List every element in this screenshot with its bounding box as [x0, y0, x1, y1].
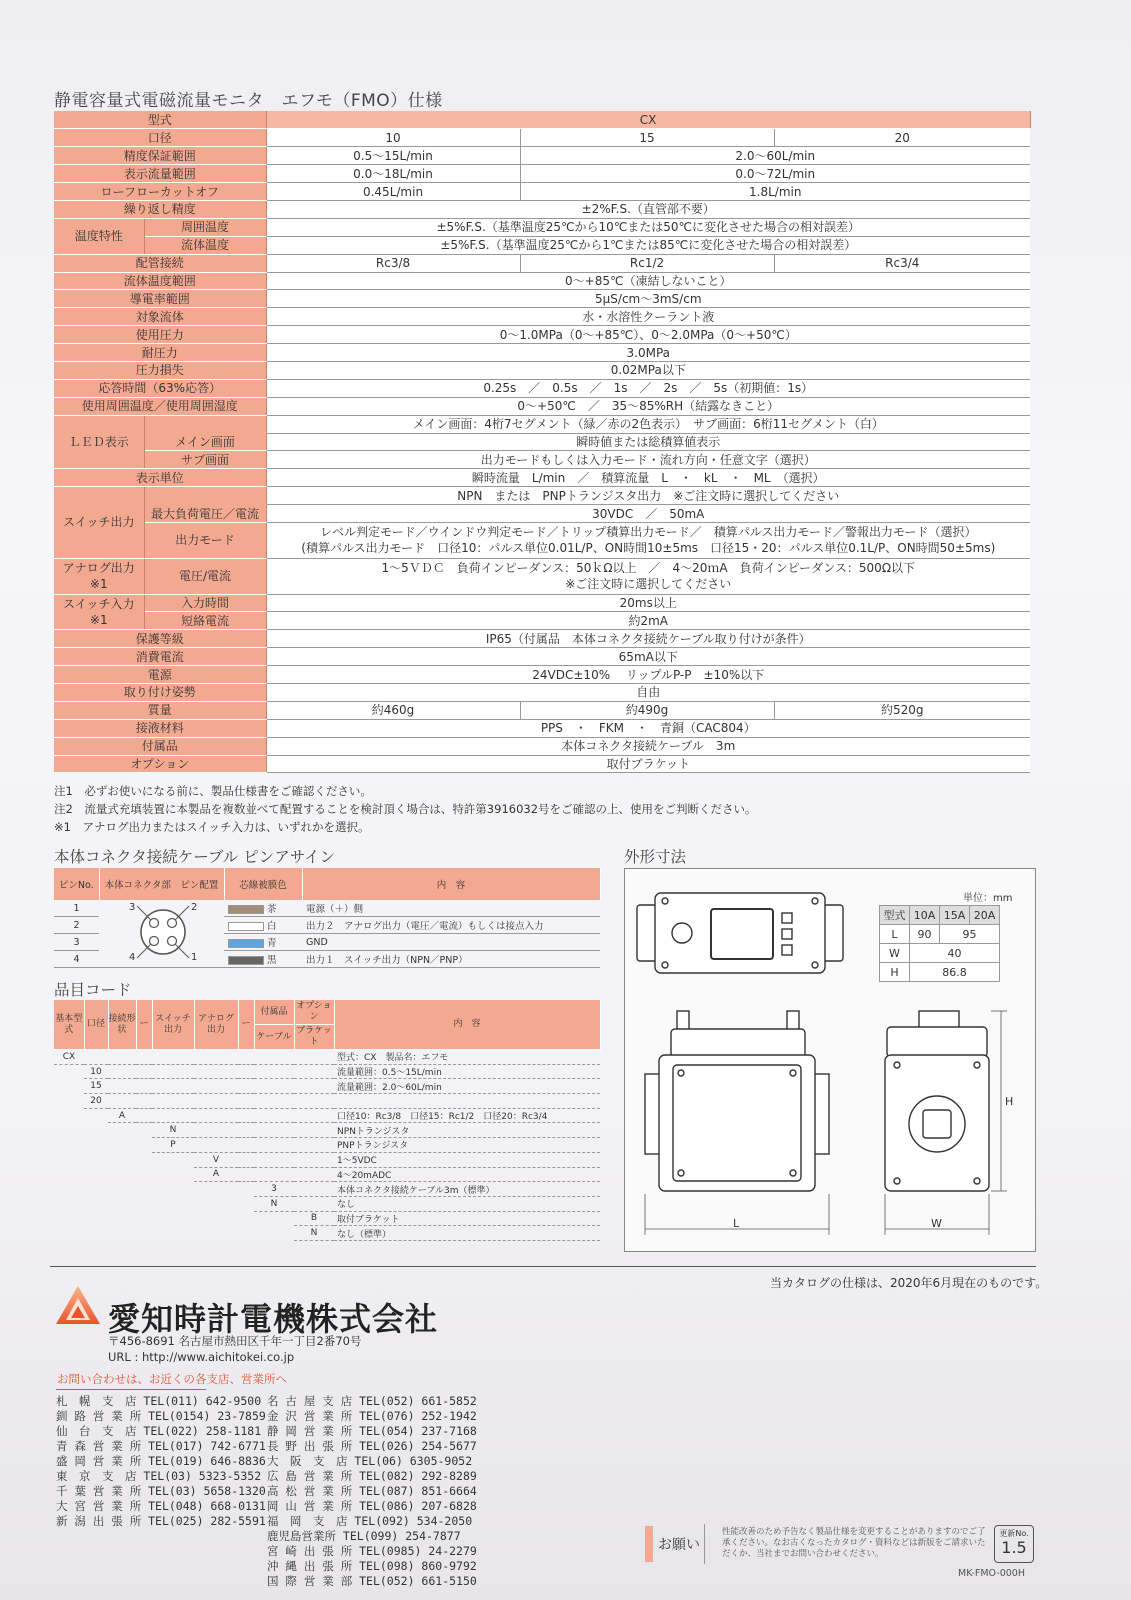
spec-row-target: 対象流体 水・水溶性クーラント液: [54, 308, 1030, 326]
code-value: 10: [84, 1064, 108, 1079]
footer-divider: [50, 1266, 1036, 1267]
catalog-note: 当カタログの仕様は、2020年6月現在のものです。: [770, 1276, 1048, 1290]
branch-entry: 広 島 営 業 所 TEL(082) 292-8289: [267, 1469, 477, 1483]
dim-label-L: L: [733, 1217, 740, 1230]
dim-unit: 単位：mm: [963, 893, 1013, 904]
spec-row-led-main: メイン画面 瞬時値または総積算値表示: [54, 433, 1030, 451]
company-name: 愛知時計電機株式会社: [108, 1300, 439, 1338]
pin-number-label: 3: [129, 902, 136, 913]
company-logo-icon: [54, 1284, 102, 1326]
code-value: A: [108, 1108, 136, 1123]
dim-label-H: H: [1005, 1095, 1014, 1108]
spec-row-protect: 保護等級 IP65（付属品 本体コネクタ接続ケーブル取り付けが条件）: [54, 630, 1030, 648]
wire-color-swatch: [228, 956, 264, 965]
dim-table: 型式 10A 15A 20A L 90 95 W 40 H 86.8: [879, 905, 1000, 982]
code-row: [54, 1050, 600, 1065]
spec-row-conduct: 導電率範囲 5μS/cm～3mS/cm: [54, 290, 1030, 308]
spec-row-response: 応答時間（63%応答） 0.25s ／ 0.5s ／ 1s ／ 2s ／ 5s（初期値：1s）: [54, 379, 1030, 397]
spec-row-swin-time: スイッチ入力 ※1 入力時間 20ms以上: [54, 594, 1030, 612]
code-value: A: [194, 1167, 238, 1182]
spec-row-swin-short: 短絡電流 約2mA: [54, 612, 1030, 630]
pin-heading: 本体コネクタ接続ケーブル ピンアサイン: [54, 848, 336, 866]
pin-row: 2 白 出力２ アナログ出力（電圧／電流）もしくは接点入力: [54, 917, 600, 934]
branch-entry: 釧 路 営 業 所 TEL(0154) 23-7859: [56, 1409, 266, 1423]
code-value: V: [194, 1152, 238, 1167]
spec-table: [54, 111, 1031, 773]
code-row: [54, 1152, 600, 1167]
code-value: CX: [54, 1050, 84, 1065]
spec-row-withstand: 耐圧力 3.0MPa: [54, 344, 1030, 362]
branch-entry: 千 葉 営 業 所 TEL(03) 5658-1320: [56, 1484, 266, 1498]
spec-row-temp-ambient: 温度特性 周囲温度 ±5%F.S.（基準温度25℃から10℃または50℃に変化させた場合の相対誤差）: [54, 218, 1030, 236]
code-row: [54, 1079, 600, 1094]
code-value: 3: [254, 1182, 294, 1197]
branch-entry: 岡 山 営 業 所 TEL(086) 207-6828: [267, 1499, 477, 1513]
spec-row-wetted: 接液材料 PPS ・ FKM ・ 青銅（CAC804）: [54, 719, 1030, 737]
code-content: 型式：CX 製品名：エフモ: [334, 1050, 600, 1065]
code-value: P: [152, 1138, 194, 1153]
branch-entry: 鹿児島営業所 TEL(099) 254-7877: [267, 1529, 461, 1543]
connector-pin-diagram: [99, 900, 224, 968]
spec-row-analog: アナログ出力 ※1 電圧/電流 1～5ＶＤＣ 負荷インピーダンス：50ｋΩ以上 ／ 4～20ｍA 負荷インピーダンス：500Ω以下 ※ご注文時に選択してください: [54, 558, 1030, 594]
spec-row-pipe: 配管接続 Rc3/8 Rc1/2 Rc3/4: [54, 254, 1030, 272]
branch-entry: 大 宮 営 業 所 TEL(048) 668-0131: [56, 1499, 266, 1513]
spec-row-repeat: 繰り返し精度 ±2%F.S.（直管部不要）: [54, 200, 1030, 218]
spec-row-mount: 取り付け姿勢 自由: [54, 684, 1030, 702]
wire-color-swatch: [228, 939, 264, 948]
code-content: 4～20mADC: [334, 1167, 600, 1182]
code-table: 基本型式 口径 接続形状 ー スイッチ出力 アナログ出力 ー 付属品 オプション 内 容 ケーブル ブラケット CX 型式：CX 製品名：エフモ 10 流量範囲：0.5～15L/min 15 流量範囲：2.0～60L/min 20 A 口径10：Rc3/8 口径15：Rc1/2 口径20：Rc3/4 N NPNトランジスタ P PNPトランジスタ V 1～5VDC A 4～20mADC 3 本体コネクタ接続ケーブル3m（標準） N なし B 取付ブラケット N なし（標準）: [54, 1000, 601, 1241]
branch-entry: 大 阪 支 店 TEL(06) 6305-9052: [267, 1454, 473, 1468]
branch-entry: 沖 縄 出 張 所 TEL(098) 860-9792: [267, 1559, 477, 1573]
spec-row-outmode: 出力モード レベル判定モード／ウインドウ判定モード／トリップ積算出力モード／ 積算パルス出力モード／警報出力モード（選択） (積算パルス出力モード 口径10：パルス単位0.01L/P、ON時間10±5ms 口径15・20：パルス単位0.1L/P、ON時間50±5ms): [54, 522, 1030, 558]
code-content: NPNトランジスタ: [334, 1123, 600, 1138]
code-content: 流量範囲：2.0～60L/min: [334, 1079, 600, 1094]
spec-row-env: 使用周囲温度／使用周囲湿度 0～+50℃ ／ 35～85%RH（結露なきこと）: [54, 397, 1030, 415]
spec-row-loss: 圧力損失 0.02MPa以下: [54, 361, 1030, 379]
dim-label-W: W: [931, 1217, 942, 1230]
device-outline-drawing: [625, 869, 1035, 1251]
code-content: 本体コネクタ接続ケーブル3m（標準）: [334, 1182, 600, 1197]
code-content: 1～5VDC: [334, 1152, 600, 1167]
branch-entry: 仙 台 支 店 TEL(022) 258-1181: [56, 1424, 262, 1438]
code-content: なし: [334, 1196, 600, 1211]
branch-entry: 金 沢 営 業 所 TEL(076) 252-1942: [267, 1409, 477, 1423]
spec-row-display-flow: 表示流量範囲 0.0～18L/min 0.0～72L/min: [54, 165, 1030, 183]
pin-row: 3 青 GND: [54, 934, 600, 951]
branch-entry: 青 森 営 業 所 TEL(017) 742-6771: [56, 1439, 266, 1453]
branch-entry: 長 野 出 張 所 TEL(026) 254-5677: [267, 1439, 477, 1453]
code-row: [54, 1064, 600, 1079]
inquiry-text: お問い合わせは、お近くの各支店、営業所へ: [57, 1372, 287, 1386]
notes: 注1 必ずお使いになる前に、製品仕様書をご確認ください。 注2 流量式充填装置に本製品を複数並べて配置することを検討頂く場合は、特許第3916032号をご確認の上、使用をご判断ください。 ※1 アナログ出力またはスイッチ入力は、いずれかを選択。: [54, 784, 757, 834]
code-content: [334, 1094, 600, 1109]
spec-row-lowflow: ローフローカットオフ 0.45L/min 1.8L/min: [54, 183, 1030, 201]
code-row: [54, 1123, 600, 1138]
pin-table: ピンNo. 本体コネクタ部 ピン配置 芯線被膜色 内 容 1 3 2 4 1 茶 電源（＋）側 2 白 出力２ アナログ出力（電圧／電流）もしくは接点入力 3 青 GND 4 黒 出力１ スイッチ出力（NPN／PNP）: [54, 868, 601, 968]
code-value: N: [254, 1196, 294, 1211]
spec-row-accuracy: 精度保証範囲 0.5～15L/min 2.0～60L/min: [54, 147, 1030, 165]
spec-row-unit: 表示単位 瞬時流量 L/min ／ 積算流量 L ・ kL ・ ML （選択）: [54, 469, 1030, 487]
branch-entry: 札 幌 支 店 TEL(011) 642-9500: [56, 1394, 262, 1408]
pin-row: 1 3 2 4 1 茶 電源（＋）側: [54, 900, 600, 917]
spec-row-temp-fluid: 流体温度 ±5%F.S.（基準温度25℃から1℃または85℃に変化させた場合の相対誤差）: [54, 236, 1030, 254]
spec-row-opt: オプション 取付ブラケット: [54, 755, 1030, 773]
code-value: 20: [84, 1094, 108, 1109]
spec-row-pressure: 使用圧力 0～1.0MPa（0～+85℃）、0～2.0MPa（0～+50℃）: [54, 326, 1030, 344]
doc-code: MK-FMO-000H: [958, 1568, 1025, 1579]
dim-heading: 外形寸法: [624, 848, 687, 866]
pin-number-label: 1: [191, 952, 198, 963]
code-content: 流量範囲：0.5～15L/min: [334, 1064, 600, 1079]
spec-row-consume: 消費電流 65mA以下: [54, 648, 1030, 666]
revision-box: 更新No. 1.5: [994, 1525, 1034, 1563]
pin-number-label: 2: [191, 902, 198, 913]
code-content: 取付ブラケット: [334, 1211, 600, 1226]
code-row: [54, 1226, 600, 1241]
code-value: B: [294, 1211, 334, 1226]
spec-row-led: ＬＥＤ表示 メイン画面：4桁7セグメント（緑／赤の2色表示） サブ画面：6桁11セグメント（白）: [54, 415, 1030, 433]
request-bar: [645, 1526, 653, 1562]
request-text: 性能改善のため予告なく製品仕様を変更することがありますのでご了承ください。なお古くなったカタログ・資料などは新版をご請求いただくか、当社までお問い合わせください。: [722, 1527, 986, 1559]
code-value: 15: [84, 1079, 108, 1094]
code-heading: 品目コード: [54, 981, 132, 999]
code-value: N: [152, 1123, 194, 1138]
code-row: [54, 1108, 600, 1123]
branch-entry: 名 古 屋 支 店 TEL(052) 661-5852: [267, 1394, 477, 1408]
company-address: 〒456-8691 名古屋市熱田区千年一丁目2番70号 URL : http://www.aichitokei.co.jp: [108, 1334, 362, 1364]
branch-list-right: [267, 1394, 477, 1589]
pin-number-label: 4: [129, 952, 136, 963]
pin-row: 4 黒 出力１ スイッチ出力（NPN／PNP）: [54, 951, 600, 968]
code-row: [54, 1196, 600, 1211]
spec-row-sw: スイッチ出力 NPN または PNPトランジスタ出力 ※ご注文時に選択してください: [54, 487, 1030, 505]
branch-entry: 盛 岡 営 業 所 TEL(019) 646-8836: [56, 1454, 266, 1468]
request-label: お願い: [658, 1537, 700, 1553]
spec-row-bore: 口径 10 15 20: [54, 129, 1030, 147]
code-value: N: [294, 1226, 334, 1241]
code-row: [54, 1167, 600, 1182]
code-content: 口径10：Rc3/8 口径15：Rc1/2 口径20：Rc3/4: [334, 1108, 600, 1123]
branch-entry: 高 松 営 業 所 TEL(087) 851-6664: [267, 1484, 477, 1498]
connector-icon: [103, 900, 223, 964]
code-row: [54, 1094, 600, 1109]
branch-entry: 東 京 支 店 TEL(03) 5323-5352: [56, 1469, 262, 1483]
spec-row-maxload: 最大負荷電圧／電流 30VDC ／ 50mA: [54, 505, 1030, 523]
code-row: [54, 1138, 600, 1153]
wire-color-swatch: [228, 905, 264, 914]
branch-entry: 福 岡 支 店 TEL(092) 534-2050: [267, 1514, 473, 1528]
wire-color-swatch: [228, 922, 264, 931]
code-row: [54, 1211, 600, 1226]
spec-row-fluid-range: 流体温度範囲 0～+85℃（凍結しないこと）: [54, 272, 1030, 290]
code-content: なし（標準）: [334, 1226, 600, 1241]
spec-row-type: 型式 CX: [54, 111, 1030, 129]
dimension-drawing: [624, 868, 1036, 1252]
branch-entry: 国 際 営 業 部 TEL(052) 661-5150: [267, 1574, 477, 1588]
spec-row-mass: 質量 約460g 約490g 約520g: [54, 701, 1030, 719]
branch-entry: 静 岡 営 業 所 TEL(054) 237-7168: [267, 1424, 477, 1438]
branch-entry: 新 潟 出 張 所 TEL(025) 282-5591: [56, 1514, 266, 1528]
branch-entry: 宮 崎 出 張 所 TEL(0985) 24-2279: [267, 1544, 477, 1558]
code-row: [54, 1182, 600, 1197]
spec-row-acc: 付属品 本体コネクタ接続ケーブル 3m: [54, 737, 1030, 755]
spec-row-power: 電源 24VDC±10% リップルP-P ±10%以下: [54, 666, 1030, 684]
page-title: 静電容量式電磁流量モニタ エフモ（FMO）仕様: [54, 91, 443, 111]
branch-list-left: [56, 1394, 266, 1529]
spec-row-led-sub: サブ画面 出力モードもしくは入力モード・流れ方向・任意文字（選択）: [54, 451, 1030, 469]
code-content: PNPトランジスタ: [334, 1138, 600, 1153]
